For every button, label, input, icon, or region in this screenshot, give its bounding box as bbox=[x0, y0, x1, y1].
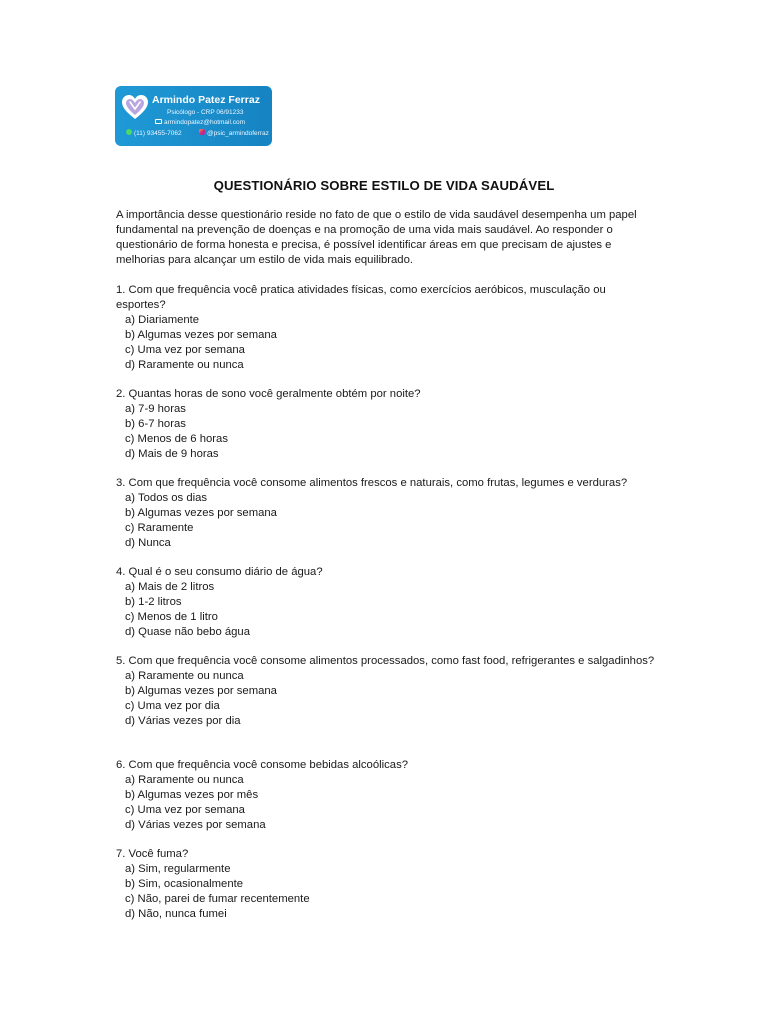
answer-option: a) Diariamente bbox=[125, 313, 200, 326]
answer-option: a) Raramente ou nunca bbox=[125, 773, 244, 786]
question-text: 3. Com que frequência você consome alimentos frescos e naturais, como frutas, legumes e verduras? bbox=[116, 477, 628, 489]
answer-option: d) Quase não bebo água bbox=[125, 625, 250, 638]
answer-option: c) Menos de 1 litro bbox=[125, 610, 218, 623]
answer-option: c) Não, parei de fumar recentemente bbox=[125, 892, 310, 905]
business-card bbox=[115, 86, 272, 146]
answer-option: b) Algumas vezes por mês bbox=[125, 788, 259, 801]
question-2 bbox=[116, 387, 656, 462]
card-phone: (11) 93455-7062 bbox=[134, 130, 182, 137]
question-5 bbox=[116, 654, 656, 729]
answer-option: d) Várias vezes por semana bbox=[125, 818, 266, 831]
email-icon bbox=[155, 119, 162, 124]
heart-hands-logo-icon bbox=[120, 93, 150, 121]
question-text: 1. Com que frequência você pratica atividades físicas, como exercícios aeróbicos, musculação ou esportes? bbox=[116, 284, 606, 311]
answer-option: b) Sim, ocasionalmente bbox=[125, 877, 244, 890]
answer-option: b) Algumas vezes por semana bbox=[125, 684, 277, 697]
question-1 bbox=[116, 283, 656, 372]
question-6 bbox=[116, 758, 656, 833]
card-name: Armindo Patez Ferraz bbox=[152, 94, 260, 106]
question-text: 7. Você fuma? bbox=[116, 848, 189, 860]
answer-option: c) Raramente bbox=[125, 521, 194, 534]
instagram-icon bbox=[199, 129, 205, 135]
card-instagram-row bbox=[199, 130, 269, 137]
answer-option: c) Uma vez por dia bbox=[125, 699, 220, 712]
card-email-row bbox=[155, 119, 245, 126]
question-text: 4. Qual é o seu consumo diário de água? bbox=[116, 566, 323, 578]
answer-option: a) Sim, regularmente bbox=[125, 862, 231, 875]
question-3 bbox=[116, 476, 656, 551]
answer-option: d) Nunca bbox=[125, 536, 171, 549]
answer-option: d) Várias vezes por dia bbox=[125, 714, 241, 727]
answer-option: d) Raramente ou nunca bbox=[125, 358, 244, 371]
question-text: 2. Quantas horas de sono você geralmente obtém por noite? bbox=[116, 388, 421, 400]
question-text: 6. Com que frequência você consome bebidas alcoólicas? bbox=[116, 759, 409, 771]
answer-option: b) Algumas vezes por semana bbox=[125, 328, 277, 341]
answer-option: a) Todos os dias bbox=[125, 491, 208, 504]
question-4 bbox=[116, 565, 656, 640]
answer-option: d) Mais de 9 horas bbox=[125, 447, 219, 460]
card-phone-row bbox=[126, 130, 182, 137]
answer-option: b) 1-2 litros bbox=[125, 595, 182, 608]
card-professional-title: Psicólogo - CRP 06/91233 bbox=[167, 109, 244, 116]
intro-paragraph: A importância desse questionário reside no fato de que o estilo de vida saudável desempenha um papel fundamental na prevenção de doenças e na promoção de uma vida mais saudável. Ao responder o questionário de forma honesta e precisa, é possível identificar áreas em que precisam de ajustes e melhorias para alcançar um estilo de vida mais equilibrado. bbox=[116, 209, 637, 266]
answer-option: c) Uma vez por semana bbox=[125, 343, 245, 356]
whatsapp-icon bbox=[126, 129, 132, 135]
answer-option: d) Não, nunca fumei bbox=[125, 907, 227, 920]
answer-option: a) Raramente ou nunca bbox=[125, 669, 244, 682]
answer-option: a) 7-9 horas bbox=[125, 402, 186, 415]
question-text: 5. Com que frequência você consome alimentos processados, como fast food, refrigerantes e salgadinhos? bbox=[116, 655, 655, 667]
document-title: QUESTIONÁRIO SOBRE ESTILO DE VIDA SAUDÁVEL bbox=[213, 178, 555, 193]
answer-option: a) Mais de 2 litros bbox=[125, 580, 215, 593]
question-7 bbox=[116, 847, 656, 922]
answer-option: c) Menos de 6 horas bbox=[125, 432, 228, 445]
answer-option: c) Uma vez por semana bbox=[125, 803, 245, 816]
answer-option: b) 6-7 horas bbox=[125, 417, 186, 430]
card-instagram: @psic_armindoferraz bbox=[207, 130, 269, 137]
card-email: armindopatez@hotmail.com bbox=[164, 119, 246, 126]
answer-option: b) Algumas vezes por semana bbox=[125, 506, 277, 519]
